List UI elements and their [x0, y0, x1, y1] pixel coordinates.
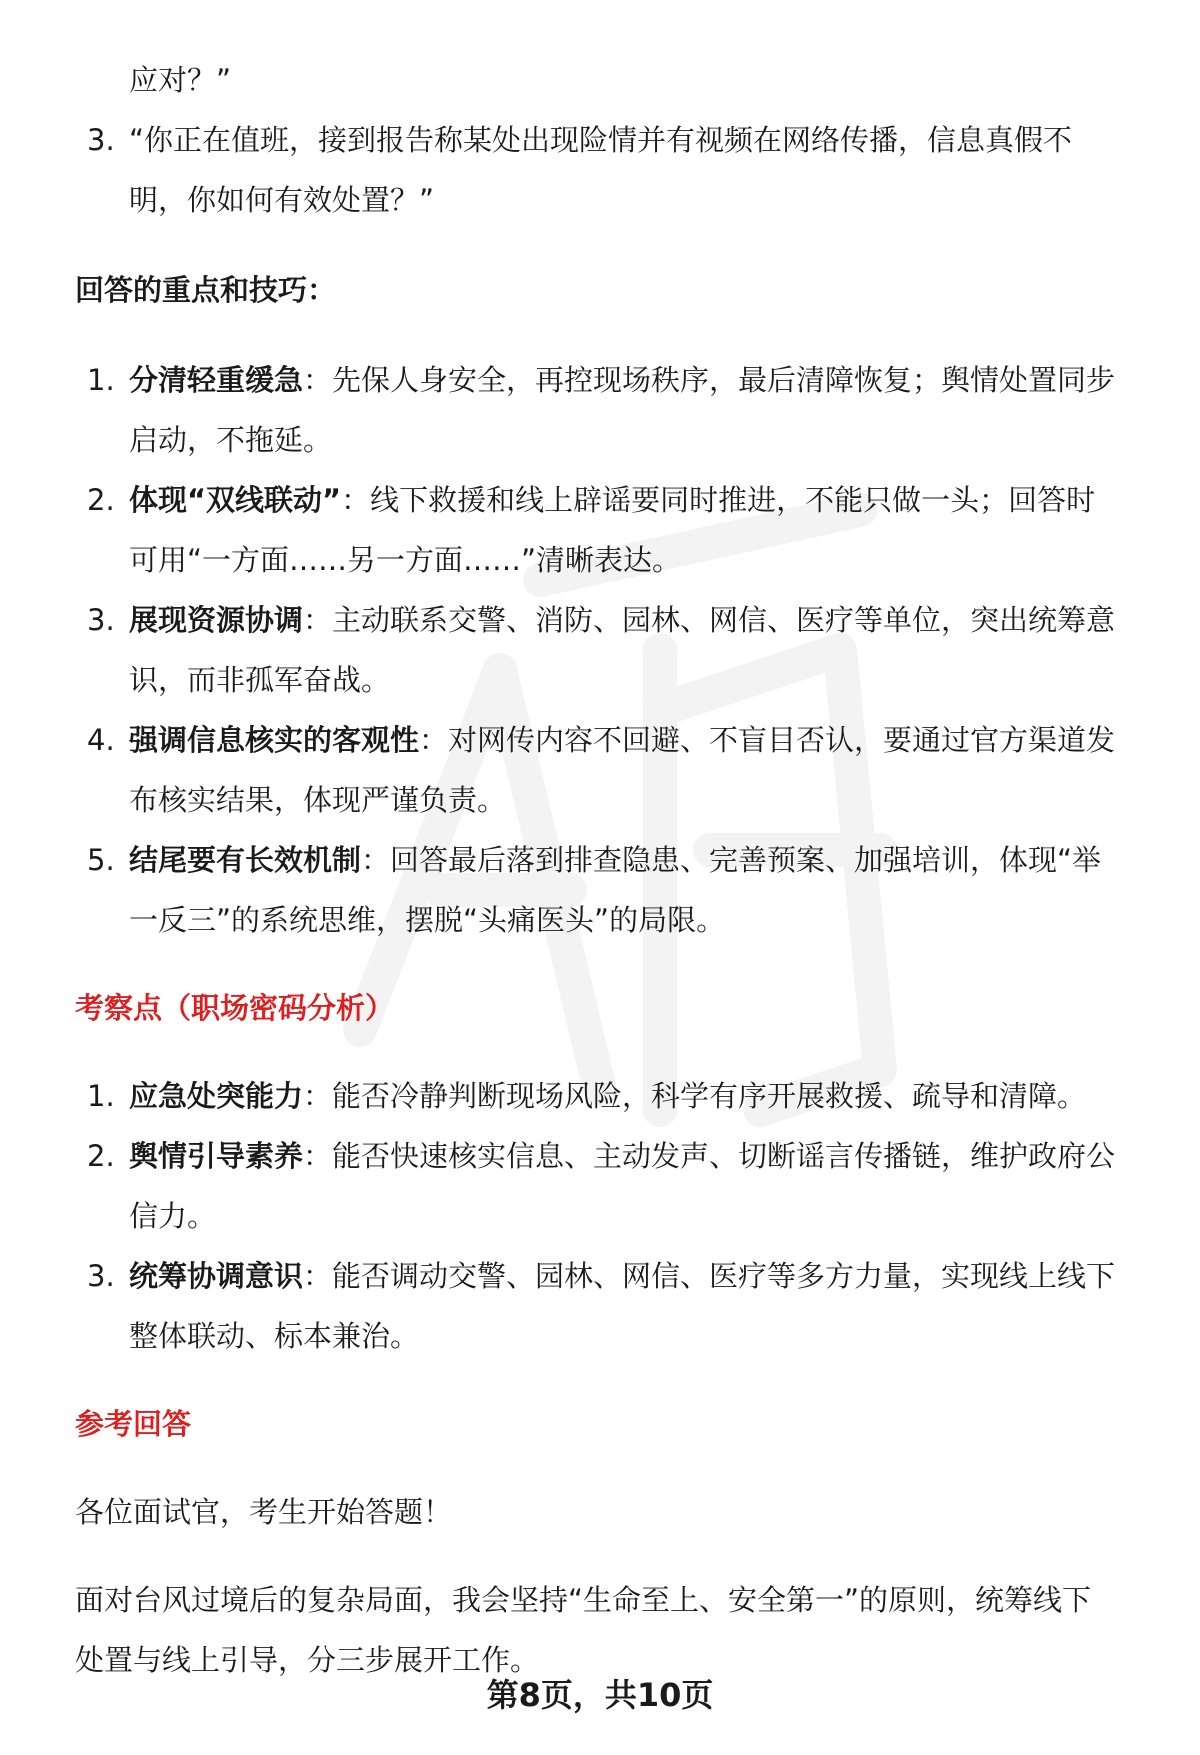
section-heading-reference: 参考回答 — [75, 1407, 192, 1441]
list-item — [75, 1246, 1145, 1306]
item-text: ：对网传内容不回避、不盲目否认，要通过官方渠道发 — [419, 723, 1116, 757]
item-text: ：回答最后落到排查隐患、完善预案、加强培训，体现“举 — [361, 843, 1102, 877]
item-text: ：线下救援和线上辟谣要同时推进，不能只做一头；回答时 — [341, 483, 1096, 517]
item-number: 1. — [87, 1079, 115, 1113]
section-heading-key-points: 回答的重点和技巧： — [75, 273, 337, 307]
reference-paragraph-line: 处置与线上引导，分三步展开工作。 — [75, 1643, 540, 1677]
item-title: 分清轻重缓急 — [129, 363, 304, 397]
item-text-continuation: 信力。 — [129, 1199, 217, 1233]
item-text-continuation: 一反三”的系统思维，摆脱“头痛医头”的局限。 — [129, 903, 726, 937]
item-title: 舆情引导素养 — [129, 1139, 304, 1173]
item-text: ：能否冷静判断现场风险，科学有序开展救援、疏导和清障。 — [303, 1079, 1087, 1113]
item-text: ：能否调动交警、园林、网信、医疗等多方力量，实现线上线下 — [303, 1259, 1116, 1293]
reference-paragraph-line: 面对台风过境后的复杂局面，我会坚持“生命至上、安全第一”的原则，统筹线下 — [75, 1583, 1092, 1617]
list-item — [75, 470, 1145, 530]
item-text: “你正在值班，接到报告称某处出现险情并有视频在网络传播，信息真假不 — [129, 123, 1073, 157]
content-area — [75, 50, 1145, 1690]
list-item — [75, 350, 1145, 410]
item-text: ：能否快速核实信息、主动发声、切断谣言传播链，维护政府公 — [303, 1139, 1116, 1173]
item-number: 3. — [87, 123, 115, 157]
reference-opening: 各位面试官，考生开始答题！ — [75, 1495, 453, 1529]
item-text-continuation: 可用“一方面……另一方面……”清晰表达。 — [129, 543, 682, 577]
list-item — [75, 830, 1145, 890]
list-item — [75, 590, 1145, 650]
item-number: 2. — [87, 483, 115, 517]
item-text-continuation: 整体联动、标本兼治。 — [129, 1319, 420, 1353]
section-heading-exam-points: 考察点（职场密码分析） — [75, 991, 395, 1025]
item-title: 强调信息核实的客观性 — [129, 723, 420, 757]
item-text-continuation: 明，你如何有效处置？” — [129, 183, 435, 217]
item-number: 3. — [87, 1259, 115, 1293]
item-title: 统筹协调意识 — [129, 1259, 304, 1293]
item-text-continuation: 启动，不拖延。 — [129, 423, 333, 457]
list-item — [75, 1066, 1145, 1126]
list-item — [75, 1126, 1145, 1186]
item2-continuation: 应对？” — [129, 63, 232, 97]
item-title: 结尾要有长效机制 — [129, 843, 362, 877]
item-number: 3. — [87, 603, 115, 637]
item-text-continuation: 识，而非孤军奋战。 — [129, 663, 391, 697]
item-text: ：先保人身安全，再控现场秩序，最后清障恢复；舆情处置同步 — [303, 363, 1116, 397]
item-number: 5. — [87, 843, 115, 877]
item-text: ：主动联系交警、消防、园林、网信、医疗等单位，突出统筹意 — [303, 603, 1116, 637]
item-number: 2. — [87, 1139, 115, 1173]
item-number: 1. — [87, 363, 115, 397]
page-footer: 第8页，共10页 — [486, 1676, 714, 1714]
item-text-continuation: 布核实结果，体现严谨负责。 — [129, 783, 507, 817]
item-title: 应急处突能力 — [129, 1079, 304, 1113]
list-item — [75, 110, 1145, 170]
item-title: 展现资源协调 — [129, 603, 304, 637]
item-number: 4. — [87, 723, 115, 757]
item-title: 体现“双线联动” — [129, 483, 342, 517]
list-item — [75, 710, 1145, 770]
